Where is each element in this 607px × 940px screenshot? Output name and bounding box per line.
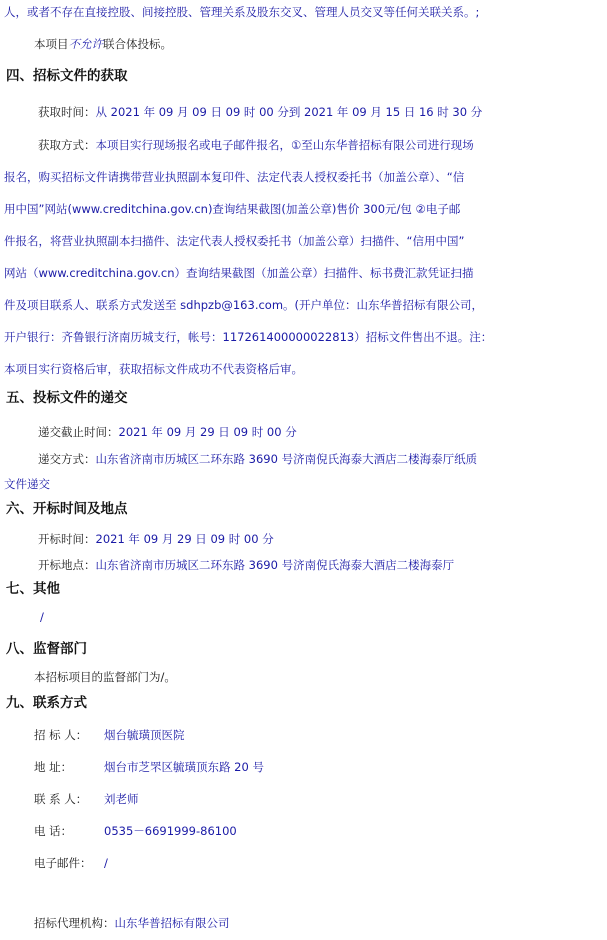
acquisition-method-line: 件及项目联系人、联系方式发送至 sdhpzb@163.com。(开户单位：山东华普招标有限公司， [4,298,484,312]
section-7-heading: 七、其他 [6,581,60,597]
contact-value: 刘老师 [104,792,139,806]
opening-place-label: 开标地点： [38,558,96,572]
paragraph-line: 人，或者不存在直接控股、间接控股、管理关系及股东交叉、管理人员交叉等任何关联关系。; [4,5,480,19]
section-6-heading: 六、开标时间及地点 [6,501,128,517]
acquisition-method-line: 件报名，将营业执照副本扫描件、法定代表人授权委托书（加盖公章）扫描件、“信用中国” [4,234,465,248]
contact-row-phone [34,823,237,839]
acquisition-method-line: 用中国”网站(www.creditchina.gov.cn)查询结果截图(加盖公章)售价 300元/包 ②电子邮 [4,202,461,216]
submission-method-cont: 文件递交 [4,477,50,491]
acquisition-time-value: 从 2021 年 09 月 09 日 09 时 00 分到 2021 年 09 月 15 日 16 时 30 分 [95,105,483,119]
agency-row [34,915,230,931]
section-8-heading: 八、监督部门 [6,641,87,657]
acquisition-method-label: 获取方式： [38,138,96,152]
acquisition-method-line: 本项目实行资格后审，获取招标文件成功不代表资格后审。 [4,362,303,376]
submission-deadline-value: 2021 年 09 月 29 日 09 时 00 分 [118,425,297,439]
acquisition-method-line: 报名，购买招标文件请携带营业执照副本复印件、法定代表人授权委托书（加盖公章）、“信 [4,170,465,184]
opening-time [38,531,274,547]
acquisition-method-line: 网站（www.creditchina.gov.cn）查询结果截图（加盖公章）扫描件、标书费汇款凭证扫描 [4,266,474,280]
contact-label: 招 标 人： [34,728,88,742]
acquisition-time-label: 获取时间： [38,105,96,119]
submission-method [38,451,477,467]
submission-deadline [38,424,297,440]
contact-row-address [34,759,264,775]
section-4-heading: 四、招标文件的获取 [6,68,128,84]
submission-method-label: 递交方式： [38,452,96,466]
opening-place [38,557,454,573]
contact-value: / [104,856,108,870]
acquisition-method-line: 本项目实行现场报名或电子邮件报名，①至山东华普招标有限公司进行现场 [95,138,474,152]
agency-value: 山东华普招标有限公司 [114,916,230,930]
consortium-paragraph [34,36,172,52]
section-5-heading: 五、投标文件的递交 [6,390,128,406]
consortium-prefix: 本项目 [34,37,69,51]
agency-label: 招标代理机构： [34,916,115,930]
acquisition-method-line: 开户银行：齐鲁银行济南历城支行，帐号：117261400000022813）招标文件售出不退。注： [4,330,493,344]
acquisition-time [38,104,482,120]
contact-label: 联 系 人： [34,792,88,806]
section-9-heading: 九、联系方式 [6,695,87,711]
contact-value: 0535－6691999-86100 [104,824,237,838]
contact-label: 电 话： [34,824,73,838]
opening-place-value: 山东省济南市历城区二环东路 3690 号济南倪氏海泰大酒店二楼海泰厅 [95,558,455,572]
submission-deadline-label: 递交截止时间： [38,425,119,439]
consortium-italic: 不允许 [68,37,103,51]
submission-method-value: 山东省济南市历城区二环东路 3690 号济南倪氏海泰大酒店二楼海泰厅纸质 [95,452,478,466]
contact-row-tenderer [34,727,185,743]
opening-time-value: 2021 年 09 月 29 日 09 时 00 分 [95,532,274,546]
contact-label: 地 址： [34,760,73,774]
consortium-suffix: 联合体投标。 [103,37,172,51]
contact-value: 烟台市芝罘区毓璜顶东路 20 号 [104,760,264,774]
supervision-text: 本招标项目的监督部门为/。 [34,670,176,684]
contact-row-person [34,791,139,807]
contact-row-email [34,855,108,871]
other-value: / [40,610,44,624]
acquisition-method [38,137,474,153]
contact-value: 烟台毓璜顶医院 [104,728,185,742]
contact-label: 电子邮件： [34,856,92,870]
opening-time-label: 开标时间： [38,532,96,546]
